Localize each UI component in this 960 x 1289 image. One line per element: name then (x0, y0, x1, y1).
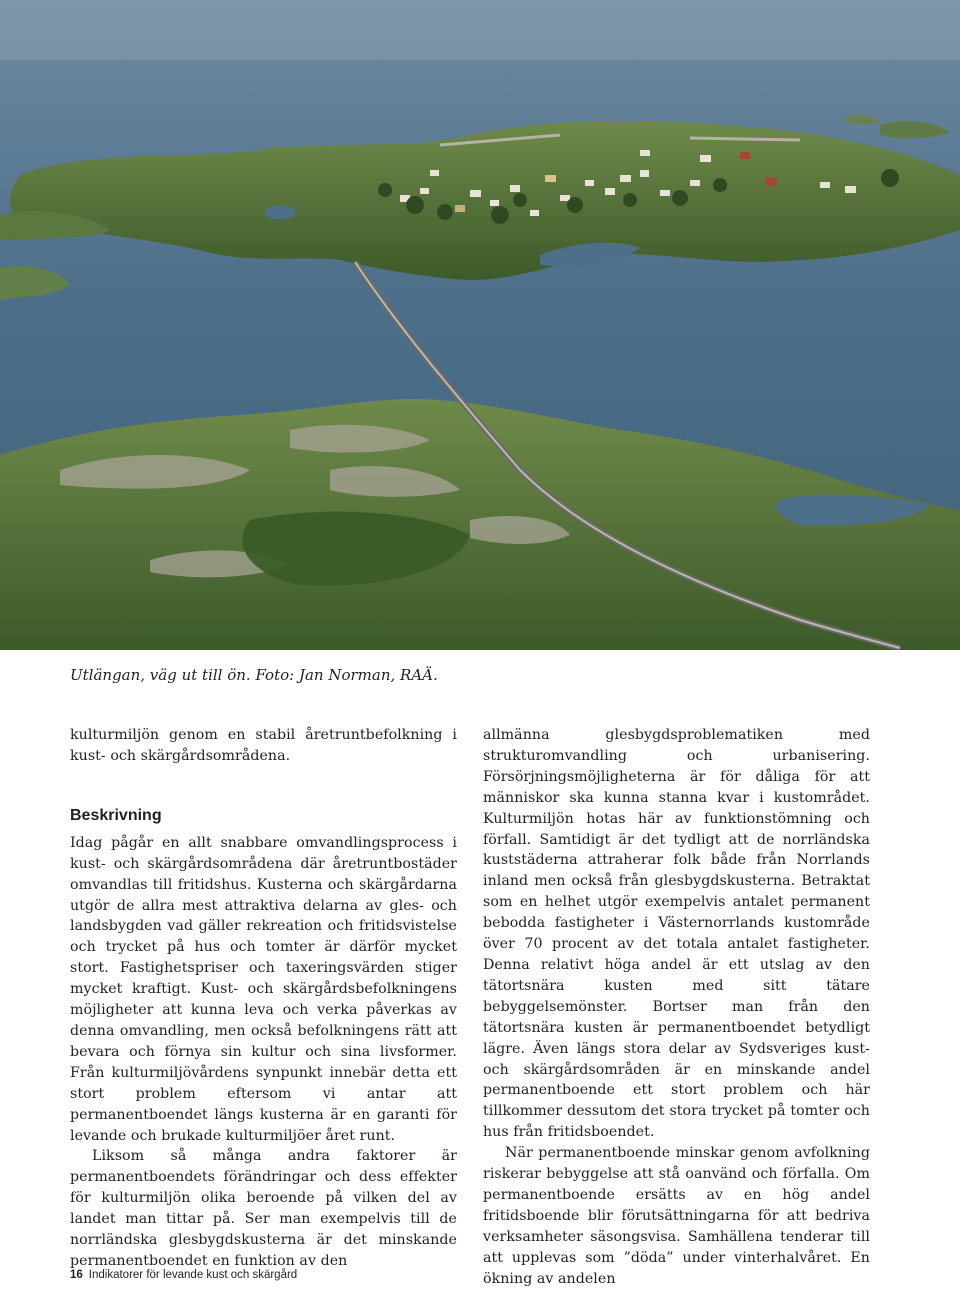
right-column (483, 725, 870, 1289)
page-number: 16 (70, 1269, 83, 1281)
horizon-haze (0, 0, 960, 60)
section-heading: Beskrivning (70, 806, 162, 824)
body-paragraph: Liksom så många andra faktorer är permanentboendets förändringar och dess effekter för kulturmiljön olika beroende på vilken del av landet man tittar på. Ser man exempelvis till de norrländska glesbygdskusterna är det minskande permanentboendet en funktion av den (70, 1148, 457, 1269)
breakwater-2 (690, 138, 800, 140)
page-footer (70, 1268, 297, 1282)
intro-paragraph: kulturmiljön genom en stabil åretruntbefolkning i kust- och skärgårdsområdena. (70, 727, 457, 764)
body-paragraph: Idag pågår en allt snabbare omvandlingsprocess i kust- och skärgårdsområdena där åretruntbostäder omvandlas till fritidshus. Kusterna och skärgårdarna utgör de allra mest attraktiva delarna av gles- och landsbygden vad gäller rekreation och fritidsvistelse och trycket på hus och tomter är därför mycket stort. Fastighetspriser och taxeringsvärden stiger mycket kraftigt. Kust- och skärgårdsbefolkningens möjligheter att kunna leva och verka påverkas av denna omvandling, men också befolkningens rätt att bevara och förnya sin kultur och sina livsformer. Från kulturmiljövårdens synpunkt innebär detta ett stort problem eftersom vi antar att permanentboendet längs kusterna är en garanti för levande och brukade kulturmiljöer året runt. (70, 834, 457, 1144)
left-column (70, 725, 457, 1272)
body-paragraph: allmänna glesbygdsproblematiken med strukturomvandling och urbanisering. Försörjningsmöjligheterna är för dåliga för att människor ska kunna stanna kvar i kustområdet. Kulturmiljön hotas här av funktionstömning och förfall. Samtidigt är det tydligt att de norrländska kuststäderna attraherar folk både från Norrlands inland men också från glesbygdskusterna. Betraktat som en helhet utgör exempelvis antalet permanent bebodda fastigheter i Västernorrlands kustområde över 70 procent av det totala antalet fastigheter. Denna relativt höga andel är ett utslag av den tätortsnära kusten med sitt tätare bebyggelsemönster. Bortser man från den tätortsnära kusten är permanentboendet betydligt lägre. Även längs stora delar av Sydsveriges kust- och skärgårdsområden är en minskande andel permanentboende ett stort problem och här tillkommer dessutom det stora trycket på tomter och hus från fritidsboendet. (483, 727, 870, 1141)
photo-caption: Utlängan, väg ut till ön. Foto: Jan Norman, RAÄ. (70, 666, 438, 684)
publication-title: Indikatorer för levande kust och skärgård (88, 1269, 298, 1281)
body-paragraph: När permanentboende minskar genom avfolkning riskerar bebyggelse att stå oanvänd och förfalla. Om permanentboende ersätts av en hög andel fritidsboende blir förutsättningarna för att bedriva verksamheter säsongsvisa. Samhällena tenderar till att upplevas som ”döda” under vinterhalvåret. En ökning av andelen (483, 1145, 870, 1287)
lagoon (264, 205, 296, 219)
